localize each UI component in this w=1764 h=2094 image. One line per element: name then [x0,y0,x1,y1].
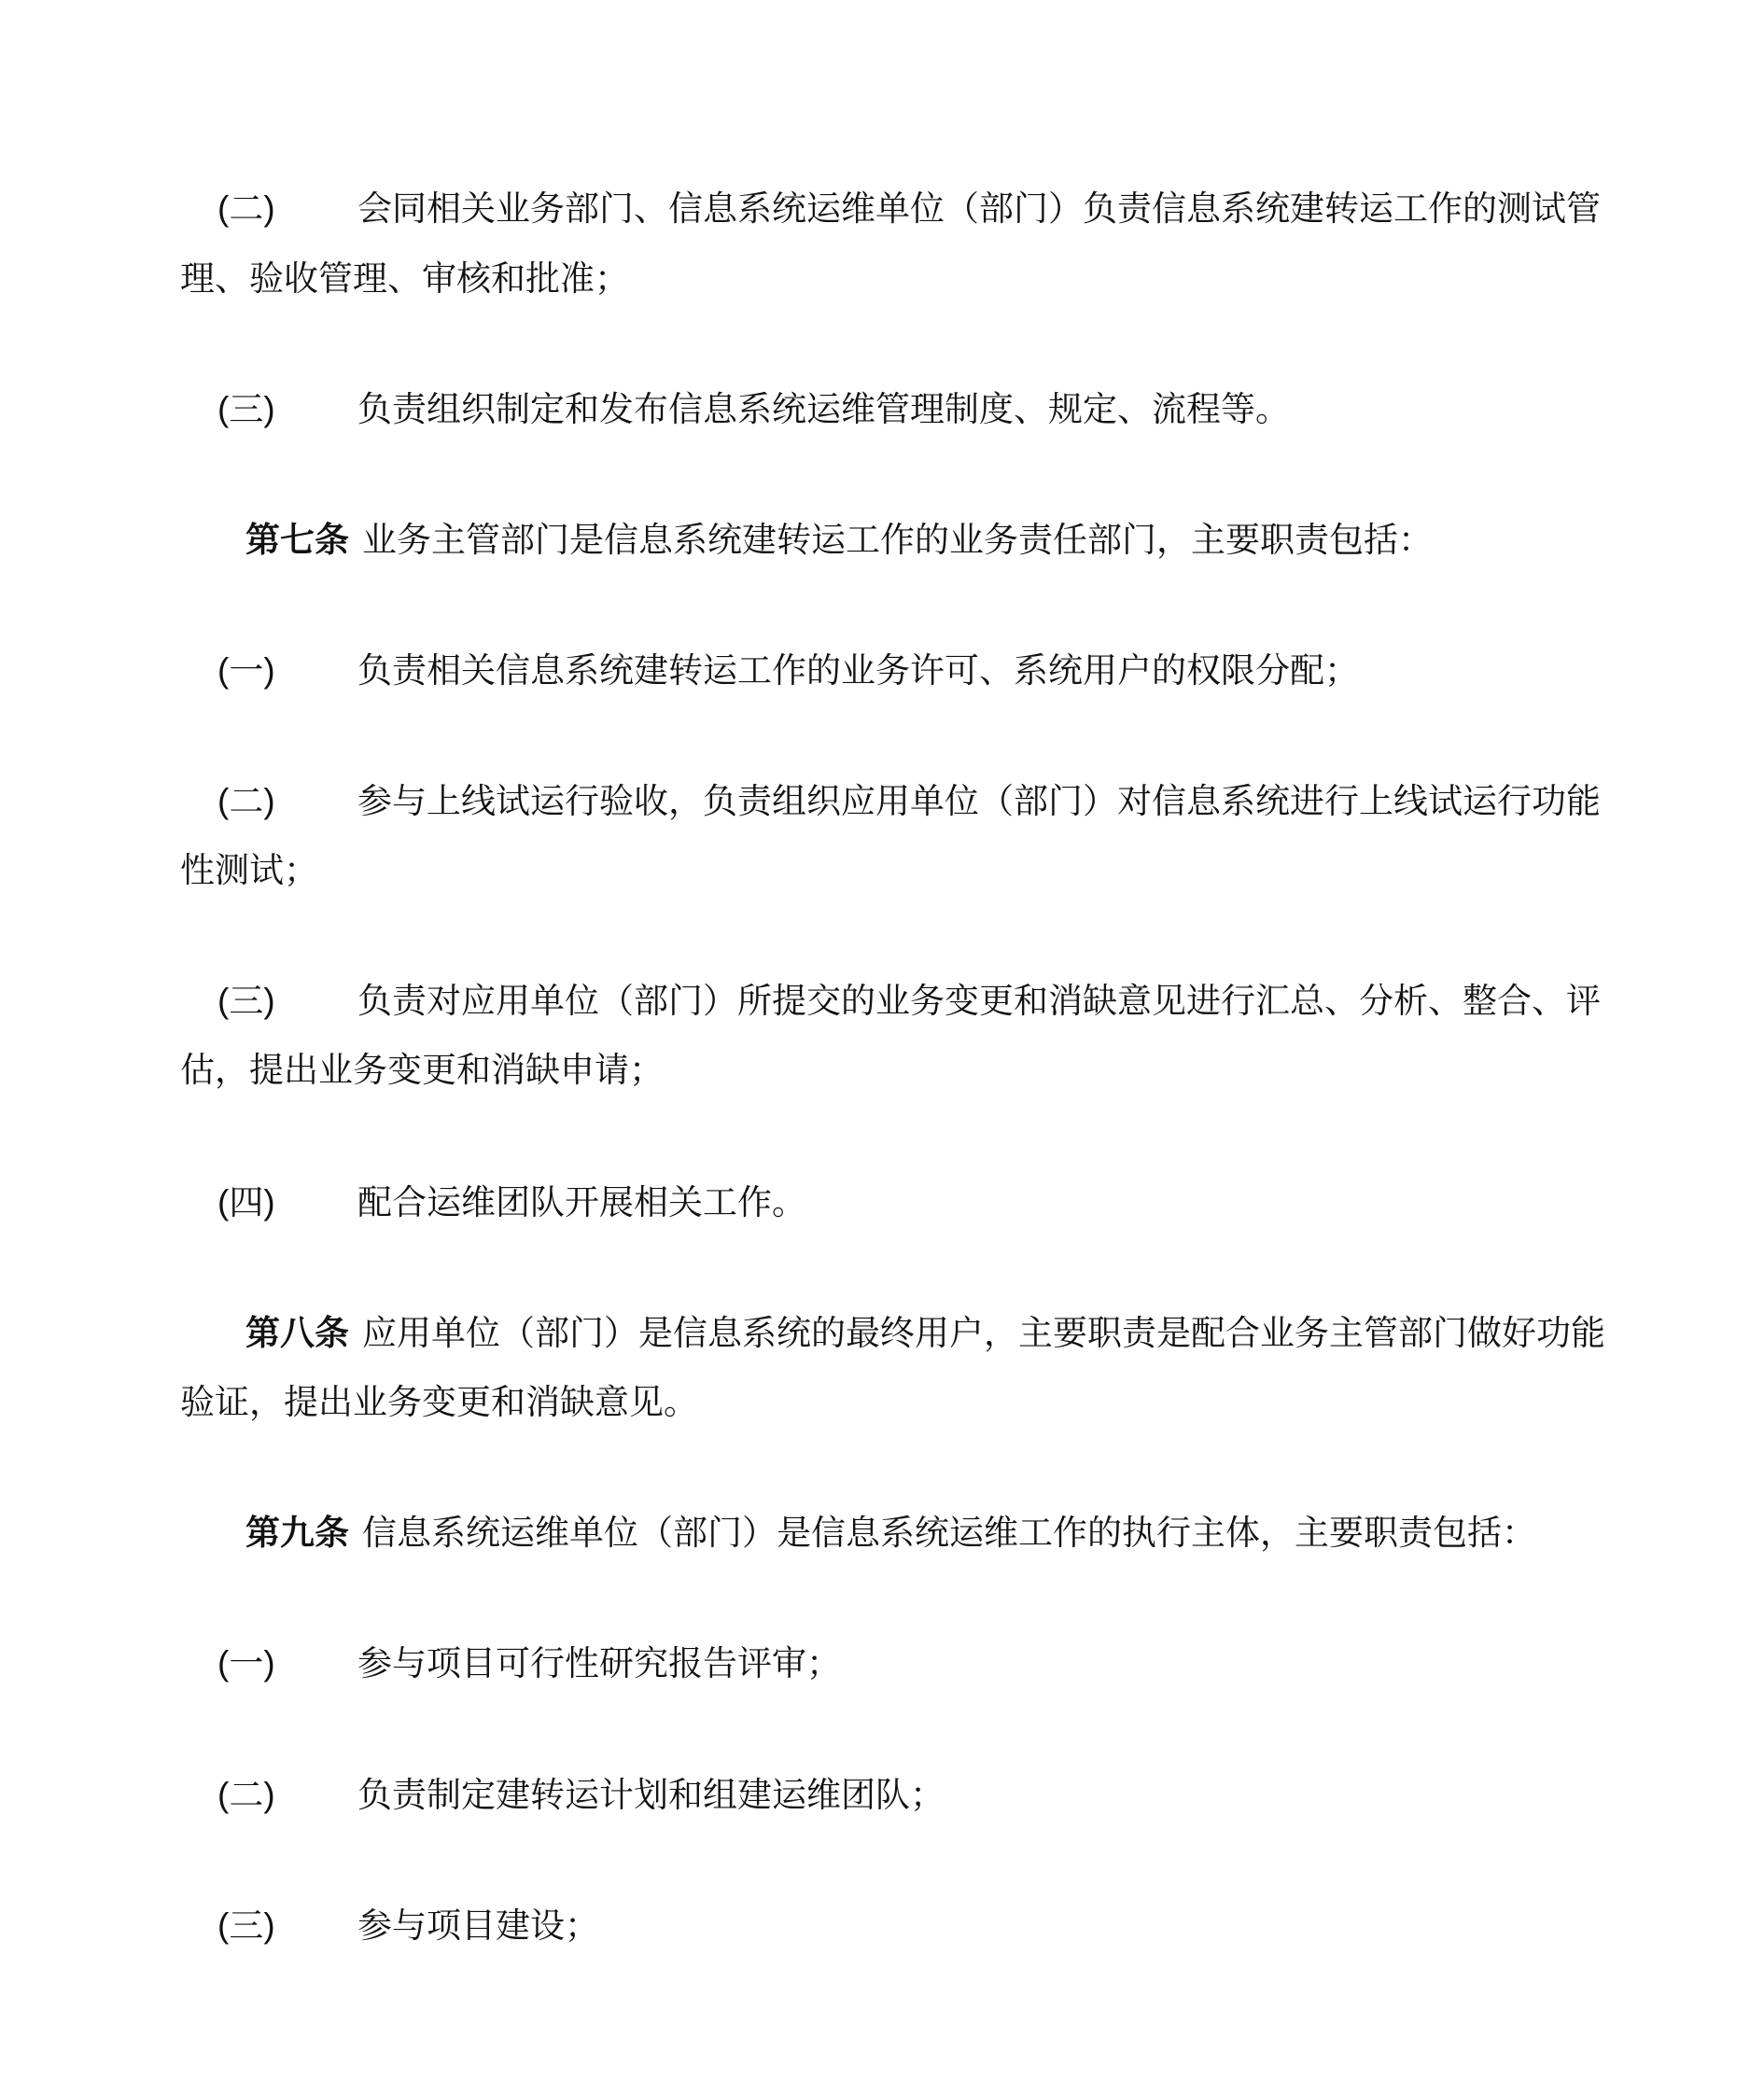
item-number: (二) [217,782,275,820]
item-number: (三) [217,390,275,428]
item-number: (一) [217,1644,275,1682]
article-7 [245,519,1433,562]
article-text-continued: 验证，提出业务变更和消缺意见。 [180,1383,698,1421]
article-8 [245,1312,1605,1355]
article-text: 业务主管部门是信息系统建转运工作的业务责任部门，主要职责包括： [362,521,1433,559]
article-heading: 第八条 [245,1314,349,1352]
article-text: 信息系统运维单位（部门）是信息系统运维工作的执行主体，主要职责包括： [362,1514,1536,1552]
item-text: 负责组织制定和发布信息系统运维管理制度、规定、流程等。 [357,390,1290,428]
item-text: 负责相关信息系统建转运工作的业务许可、系统用户的权限分配； [357,651,1359,690]
item-text: 会同相关业务部门、信息系统运维单位（部门）负责信息系统建转运工作的测试管 [357,189,1601,228]
item-text-continued: 性测试； [180,851,318,889]
item-number: (一) [217,651,275,690]
item-number: (三) [217,982,275,1020]
item-text-continued: 估，提出业务变更和消缺申请； [180,1051,664,1089]
item-text: 负责对应用单位（部门）所提交的业务变更和消缺意见进行汇总、分析、整合、评 [357,982,1601,1020]
article-heading: 第九条 [245,1514,349,1552]
article-heading: 第七条 [245,521,349,559]
article-9 [245,1512,1536,1555]
item-text: 参与项目可行性研究报告评审； [357,1644,841,1682]
item-number: (二) [217,1776,275,1814]
item-text: 配合运维团队开展相关工作。 [357,1183,806,1222]
article-text: 应用单位（部门）是信息系统的最终用户，主要职责是配合业务主管部门做好功能 [362,1314,1605,1352]
item-number: (四) [217,1183,275,1222]
item-number: (三) [217,1906,275,1945]
item-number: (二) [217,189,275,228]
item-text: 参与项目建设； [357,1906,599,1945]
item-text-continued: 理、验收管理、审核和批准； [180,259,629,298]
item-text: 负责制定建转运计划和组建运维团队； [357,1776,945,1814]
item-text: 参与上线试运行验收，负责组织应用单位（部门）对信息系统进行上线试运行功能 [357,782,1601,820]
